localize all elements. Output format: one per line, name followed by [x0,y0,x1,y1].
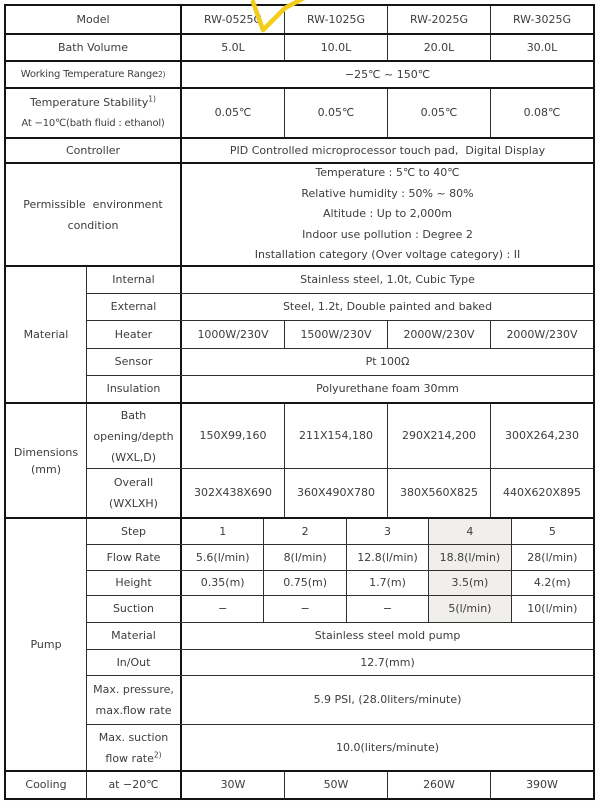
pump-height-2: 0.75(m) [264,571,346,595]
pump-section-label: Pump [6,519,87,770]
checkmark-icon [240,0,310,36]
working-temp-range-label: Working Temperature Range 2) [6,62,182,87]
temp-stability-value-4: 0.08℃ [523,106,561,119]
material-heater-value-2: 1500W/230V [285,321,388,347]
bath-volume-value-3: 20.0L [388,35,491,60]
row-pump-suction [87,596,593,623]
row-pump-max-pressure [87,676,593,725]
environment-label [6,164,182,265]
pump-max-suction-label-text: flow rate [105,751,154,765]
cooling-value-2: 50W [285,772,388,798]
dimensions-label-line2: (mm) [30,462,61,476]
section-pump [6,519,593,772]
temp-stability-label-line2: At −10℃(bath fluid : ethanol) [21,118,165,129]
environment-line-installation: Installation category (Over voltage category) : II [254,248,521,262]
bath-opening-label-line1: Bath [120,408,147,422]
model-row-label: Model [6,6,182,33]
material-insulation-value: Polyurethane foam 30mm [316,381,459,395]
pump-flow-rate-2: 8(l/min) [264,545,346,570]
overall-label-line2: (WXLXH) [109,497,158,510]
row-pump-flow-rate [87,545,593,571]
cooling-value-1: 30W [182,772,285,798]
pump-max-suction-value: 10.0(liters/minute) [335,740,440,754]
model-value-3: RW-2025G [388,6,491,33]
pump-flow-rate-label: Flow Rate [87,545,182,570]
pump-step-5: 5 [548,524,556,538]
overall-value-3: 380X560X825 [388,469,491,517]
row-bath-volume [6,35,593,62]
pump-height-5: 4.2(m) [533,576,571,589]
temp-stability-label [6,89,182,137]
pump-suction-2: − [264,596,346,622]
model-value-2: RW-1025G [285,6,388,33]
material-heater-value-4: 2000W/230V [506,327,578,341]
environment-line-altitude: Altitude : Up to 2,000m [323,207,452,221]
spec-table [4,4,595,800]
pump-max-suction-label-line1: Max. suction [98,730,169,744]
pump-flow-rate-5: 28(l/min) [527,550,578,564]
overall-value-1: 302X438X690 [182,469,285,517]
row-temp-stability [6,89,593,139]
pump-in-out-value: 12.7(mm) [360,655,415,669]
overall-label-line1: Overall [113,476,154,489]
overall-label [87,469,182,517]
material-sensor-label: Sensor [87,349,182,375]
pump-max-pressure-label-line1: Max. pressure, [93,683,174,696]
pump-step-3: 3 [347,519,429,544]
pump-max-pressure-label [87,676,182,724]
pump-suction-5: 10(l/min) [527,602,578,615]
environment-label-line2: condition [67,218,119,232]
pump-max-suction-label [87,725,182,770]
cooling-value-4: 390W [526,778,558,791]
controller-label: Controller [6,139,182,162]
pump-height-4: 3.5(m) [429,571,511,595]
pump-height-label: Height [87,571,182,595]
bath-opening-value-1: 150X99,160 [182,404,285,468]
temp-stability-label-text: Temperature Stability [30,96,149,109]
row-pump-material [87,623,593,650]
controller-value: PID Controlled microprocessor touch pad, Digital Display [229,143,546,157]
row-pump-height [87,571,593,596]
dimensions-section-label [6,404,87,517]
pump-max-pressure-value: 5.9 PSI, (28.0liters/minute) [313,693,462,706]
material-insulation-label: Insulation [87,376,182,402]
row-material-internal [87,267,593,294]
pump-flow-rate-1: 5.6(l/min) [182,545,264,570]
row-overall-dimensions [87,469,593,517]
pump-step-2: 2 [264,519,346,544]
temp-stability-value-1: 0.05℃ [182,89,285,137]
pump-suction-4: 5(l/min) [429,596,511,622]
temp-stability-value-2: 0.05℃ [285,89,388,137]
pump-suction-1: − [182,596,264,622]
pump-suction-3: − [347,596,429,622]
environment-conditions [182,164,593,265]
pump-max-pressure-label-line2: max.flow rate [95,704,172,717]
material-external-label: External [87,294,182,320]
material-heater-label: Heater [87,321,182,347]
pump-step-4: 4 [429,519,511,544]
row-pump-in-out [87,650,593,676]
material-section-body [87,267,593,402]
bath-opening-label-line3: (WXL,D) [110,450,157,464]
pump-step-1: 1 [182,519,264,544]
section-material [6,267,593,404]
material-section-label: Material [6,267,87,402]
material-heater-value-1: 1000W/230V [182,321,285,347]
working-temp-range-label-text: Working Temperature Range [20,68,158,80]
bath-volume-value-4: 30.0L [526,40,558,54]
environment-line-pollution: Indoor use pollution : Degree 2 [302,227,473,241]
environment-line-humidity: Relative humidity : 50% ~ 80% [301,186,474,200]
bath-volume-value-1: 5.0L [182,35,285,60]
temp-stability-label-line1 [30,92,156,113]
footnote-marker: 1) [148,94,156,104]
row-bath-opening [87,404,593,469]
row-environment [6,164,593,267]
environment-line-temperature: Temperature : 5℃ to 40℃ [315,166,460,180]
material-internal-label: Internal [87,267,182,293]
row-pump-step [87,519,593,545]
pump-section-body [87,519,593,770]
bath-opening-value-4: 300X264,230 [504,429,580,442]
model-value-4: RW-3025G [512,12,572,26]
bath-volume-label: Bath Volume [6,35,182,60]
pump-step-label: Step [87,519,182,544]
dimensions-section-body [87,404,593,517]
row-working-temp-range [6,62,593,89]
row-material-insulation [87,376,593,402]
row-pump-max-suction [87,725,593,770]
cooling-condition: at −20℃ [87,772,182,798]
cooling-label: Cooling [6,772,87,798]
pump-material-value: Stainless steel mold pump [314,629,461,642]
overall-value-4: 440X620X895 [502,486,582,499]
pump-height-1: 0.35(m) [182,571,264,595]
material-sensor-value: Pt 100Ω [365,354,410,368]
dimensions-label-line1: Dimensions [13,445,79,459]
temp-stability-value-3: 0.05℃ [388,89,491,137]
pump-material-label: Material [87,623,182,649]
pump-in-out-label: In/Out [87,650,182,675]
material-internal-value: Stainless steel, 1.0t, Cubic Type [300,273,475,287]
bath-opening-label [87,404,182,468]
working-temp-range-value: −25℃ ~ 150℃ [344,67,431,81]
environment-label-line1: Permissible environment [23,197,163,211]
pump-suction-label: Suction [87,596,182,622]
material-external-value: Steel, 1.2t, Double painted and baked [282,300,493,314]
pump-flow-rate-3: 12.8(l/min) [347,545,429,570]
model-value-1: RW-0525G [182,6,285,33]
bath-opening-value-2: 211X154,180 [285,404,388,468]
row-material-external [87,294,593,321]
pump-max-suction-label-line2 [105,748,161,769]
footnote-marker: 2) [153,749,162,759]
material-heater-value-3: 2000W/230V [388,321,491,347]
row-cooling [6,772,593,798]
row-material-sensor [87,349,593,376]
pump-height-3: 1.7(m) [347,571,429,595]
bath-opening-value-3: 290X214,200 [388,404,491,468]
bath-volume-value-2: 10.0L [285,35,388,60]
pump-flow-rate-4: 18.8(l/min) [429,545,511,570]
row-controller [6,139,593,164]
section-dimensions [6,404,593,519]
cooling-value-3: 260W [388,772,491,798]
row-material-heater [87,321,593,348]
overall-value-2: 360X490X780 [285,469,388,517]
bath-opening-label-line2: opening/depth [93,429,174,443]
